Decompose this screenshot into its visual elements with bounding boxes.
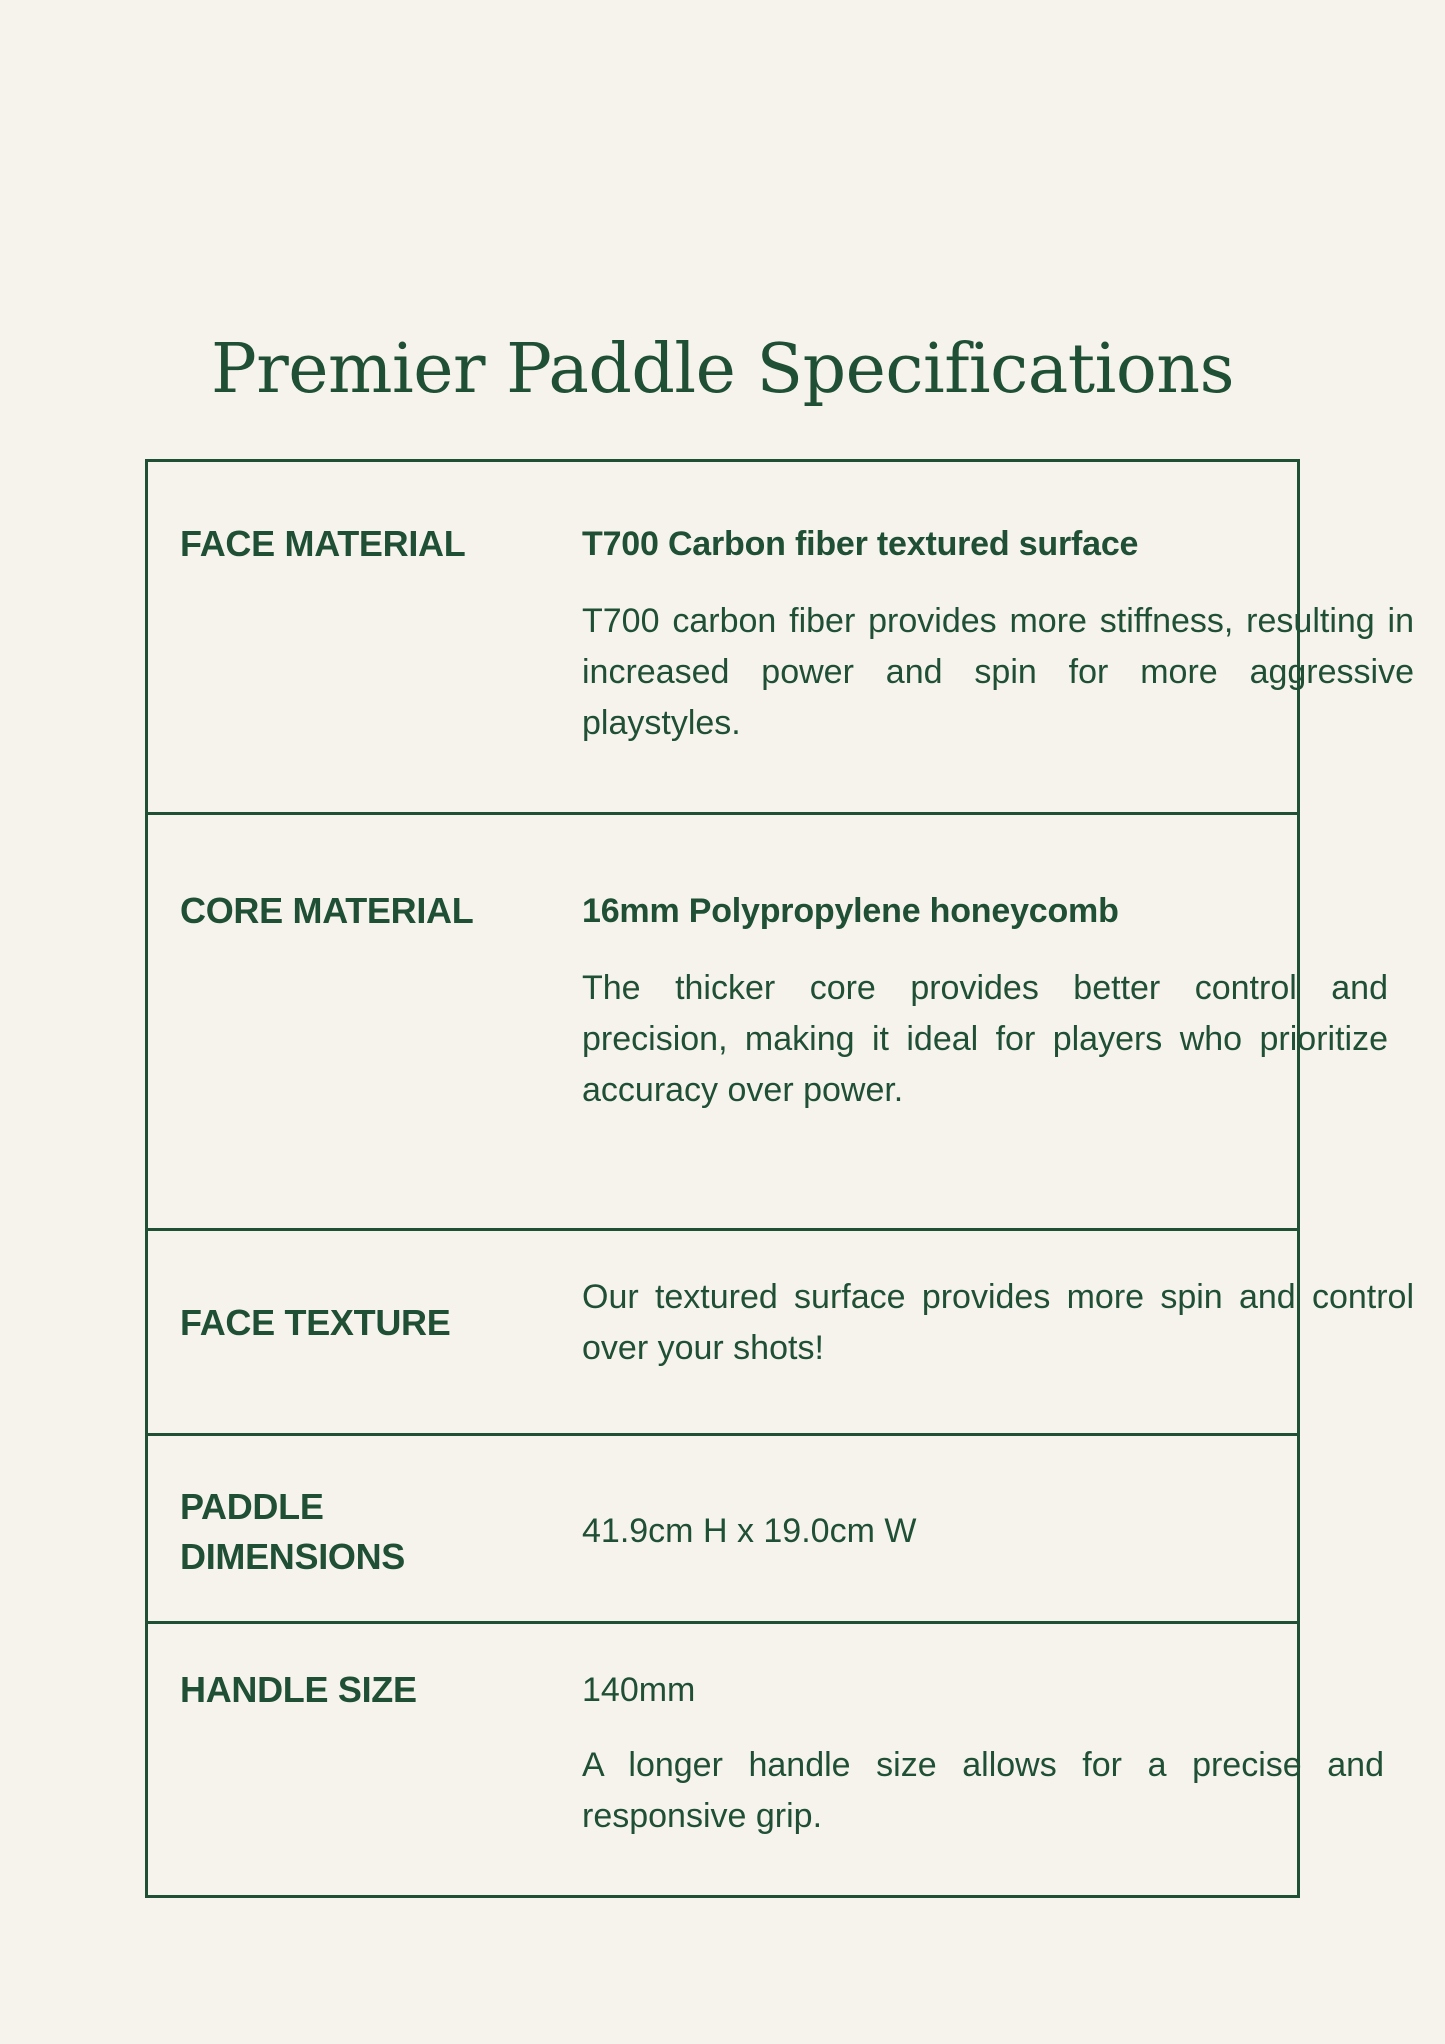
spec-label: FACE MATERIAL: [180, 523, 466, 564]
spec-row-handle-size: [148, 1621, 1384, 1895]
spec-label: HANDLE SIZE: [180, 1669, 417, 1710]
spec-content: [582, 1665, 1384, 1842]
spec-row-face-texture: [148, 1228, 1414, 1433]
spec-description: The thicker core provides better control and precision, making it ideal for players who prioritize accuracy over power.: [582, 969, 1388, 1109]
spec-row-face-material: [148, 462, 1414, 812]
spec-description: T700 carbon fiber provides more stiffness, resulting in increased power and spin for more aggressive playstyles.: [582, 602, 1414, 742]
spec-label: FACE TEXTURE: [180, 1302, 451, 1343]
spec-table: [145, 459, 1414, 1898]
spec-content: [582, 886, 1388, 1116]
spec-content: [582, 1506, 1282, 1557]
spec-label: CORE MATERIAL: [180, 890, 474, 931]
spec-description: A longer handle size allows for a precise and responsive grip.: [582, 1746, 1384, 1835]
spec-value: 16mm Polypropylene honeycomb: [582, 892, 1119, 930]
spec-content: [582, 519, 1414, 749]
spec-value: 41.9cm H x 19.0cm W: [582, 1512, 917, 1550]
spec-row-core-material: [148, 812, 1388, 1228]
spec-content: [582, 1272, 1414, 1374]
spec-value: T700 Carbon fiber textured surface: [582, 525, 1139, 563]
spec-description: Our textured surface provides more spin and control over your shots!: [582, 1278, 1414, 1367]
spec-row-paddle-dimensions: [148, 1433, 1297, 1621]
spec-label: PADDLE DIMENSIONS: [180, 1486, 406, 1577]
page-title: Premier Paddle Specifications: [211, 330, 1234, 409]
spec-value: 140mm: [582, 1671, 696, 1709]
